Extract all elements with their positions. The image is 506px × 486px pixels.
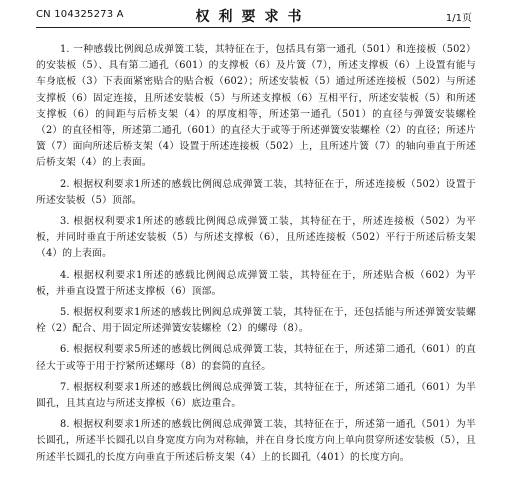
- claim-5: 5. 根据权利要求1所述的感载比例阀总成弹簧工装，其特征在于，还包括能与所述弹簧安装螺栓（2）配合、用于固定所述弹簧安装螺栓（2）的螺母（8）。: [36, 307, 476, 335]
- page-number: 1/1页: [445, 13, 472, 24]
- claim-6: 6. 根据权利要求5所述的感载比例阀总成弹簧工装，其特征在于，所述第二通孔（601）的直径大于或等于用于拧紧所述螺母（8）的套筒的直径。: [36, 344, 476, 372]
- claim-3: 3. 根据权利要求1所述的感载比例阀总成弹簧工装，其特征在于，所述连接板（502）为平板，并同时垂直于所述安装板（5）与所述支撑板（6），且所述连接板（502）平行于所述后桥支架（4）的上表面。: [36, 216, 476, 260]
- claim-2: 2. 根据权利要求1所述的感载比例阀总成弹簧工装，其特征在于，所述连接板（502）设置于所述安装板（5）顶部。: [36, 178, 476, 206]
- header-divider: [36, 27, 470, 28]
- claim-8: 8. 根据权利要求1所述的感载比例阀总成弹簧工装，其特征在于，所述第一通孔（501）为半长圆孔，所述半长圆孔以自身宽度方向为对称轴，并在自身长度方向上单向贯穿所述安装板（5），且所述半长圆孔的长度方向垂直于所述后桥支架（4）上的长圆孔（401）的长度方向。: [36, 419, 476, 463]
- page-header: [0, 0, 506, 32]
- claim-7: 7. 根据权利要求1所述的感载比例阀总成弹簧工装，其特征在于，所述第二通孔（601）为半圆孔，且其直边与所述支撑板（6）底边重合。: [36, 381, 476, 410]
- claims-list: [36, 42, 476, 471]
- document-title: 权利要求书: [195, 9, 311, 25]
- claim-1: 1. 一种感载比例阀总成弹簧工装，其特征在于，包括具有第一通孔（501）和连接板（502）的安装板（5）、具有第二通孔（601）的支撑板（6）及片簧（7），所述支撑板（6）上设置有能与车身底板（3）下表面紧密贴合的贴合板（602）；所述安装板（5）通过所述连接板（502）与所述支撑板（6）固定连接，且所述安装板（5）与所述支撑板（6）互相平行，所述安装板（5）和所述支撑板（6）的间距与后桥支架（4）的厚度相等，所述第一通孔（501）的直径与弹簧安装螺栓（2）的直径相等，所述第二通孔（601）的直径大于或等于所述弹簧安装螺栓（2）的直径；所述片簧（7）面向所述后桥支架（4）设置于所述连接板（502）上，且所述片簧（7）的轴向垂直于所述后桥支架（4）的上表面。: [36, 44, 476, 169]
- document-id: CN 104325273 A: [36, 9, 124, 20]
- claim-4: 4. 根据权利要求1所述的感载比例阀总成弹簧工装，其特征在于，所述贴合板（602）为平板，并垂直设置于所述支撑板（6）顶部。: [36, 269, 476, 297]
